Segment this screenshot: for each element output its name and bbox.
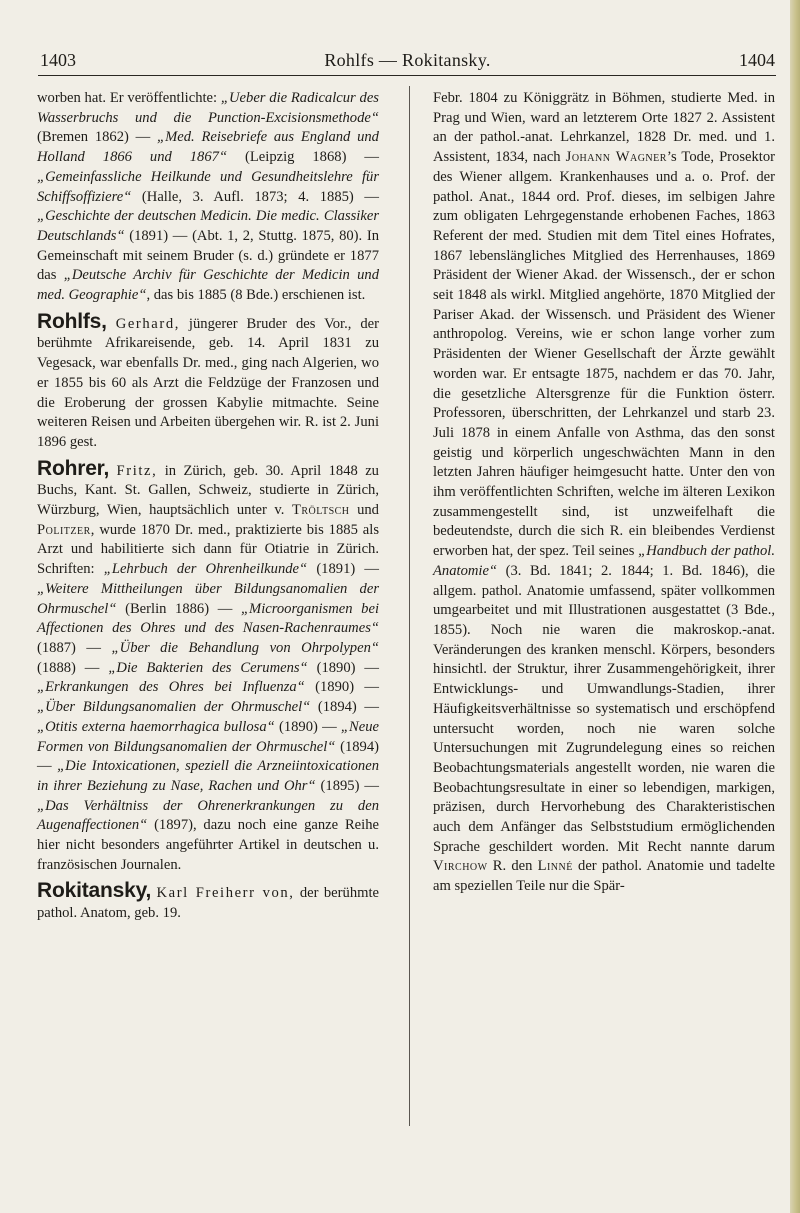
entry-rokitansky: Rokitansky, Karl Freiherr von, der berühmte pathol. Anatom, geb. 19. <box>37 879 379 922</box>
running-title: Rohlfs — Rokitansky. <box>324 50 491 70</box>
page-number-right: 1404 <box>739 50 775 70</box>
forename-rokitansky: Karl Freiherr von, <box>156 885 295 902</box>
entry-rohlfs: Rohlfs, Gerhard, jüngerer Bruder des Vor., der berühmte Afrikareisende, geb. 14. April 1831 zu Vegesack, war ebenfalls Dr. med., ging nach Algerien, wo er 1855 bis 60 als Arzt die Feldzüge der Franzosen und die Eroberung der grossen Kabylie mitmachte. Seine weiteren Reisen und Arbeiten übergehen wir. R. ist 2. Juni 1896 gest. <box>37 309 379 450</box>
page-number-left: 1403 <box>40 50 76 70</box>
running-header <box>40 50 775 76</box>
header-rule <box>38 75 776 76</box>
forename-rohlfs: Gerhard, <box>115 315 180 332</box>
right-column <box>433 89 775 897</box>
headword-rokitansky: Rokitansky, <box>37 879 152 903</box>
headword-rohrer: Rohrer, <box>37 456 110 480</box>
left-column <box>37 89 379 924</box>
entry-rokitansky-continued: Febr. 1804 zu Königgrätz in Böhmen, studierte Med. in Prag und Wien, ward an letzterem Orte 1827 2. Assistent an der pathol.-anat. Lehrkanzel, 1828 Dr. med. und 1. Assistent, 1834, nach Johann Wagner’s Tode, Prosektor des Wiener allgem. Krankenhauses und a. o. Prof. der pathol. Anat., 1844 ord. Prof. dieses, im selbigen Jahre zum obligaten Lehrgegenstande erhobenen Faches, 1863 Referent der med. Studien mit dem Titel eines Hofrates, 1867 lebenslängliches Mitglied des Herrenhauses, 1869 Präsident der Wiener Akad. der Wissensch., der er schon seit 1848 als wirkl. Mitglied angehörte, 1870 Mitglied der Pariser Akad. der Wissensch. und Präsident des Wiener anthropolog. Vereins, wie er schon lange vorher zum Präsidenten der Wiener Gesellschaft der Ärzte gewählt worden war. Er entsagte 1875, nachdem er das 70. Jahr, die gesetzliche Altersgrenze für die Funktion österr. Professoren, überschritten, der Lehrkanzel und starb 23. Juli 1878 in einem Anfalle von Asthma, das den sonst geistig und körperlich ungeschwächten Mann in den letzten Jahren häufiger heimgesucht hatte. Unter den von ihm veröffentlichten Schriften, welche im älteren Lexikon zusammengestellt sind, ist unzweifelhaft die bedeutendste, durch die sich R. ein bleibendes Verdienst erworben hat, der spez. Teil seines „Handbuch der pathol. Anatomie“ (3. Bd. 1841; 2. 1844; 1. Bd. 1846), die allgem. pathol. Anatomie umfassend, später vollkommen umgearbeitet und mit Illustrationen ausgestattet (3 Bde., 1855). Noch nie waren die makroskop.-anat. Veränderungen des kranken menschl. Körpers, besonders hinsichtl. der Struktur, ihrer Zusammengehörigkeit, ihrer Entwicklungs- und Umwandlungs-Stadien, ihrer Häufigkeitsverhältnisse so systematisch und erschöpfend untersucht worden, noch nie waren solche Untersuchungen mit Zugrundelegung eines so reichen Beobachtungsmaterials angestellt worden, nie waren die Beobachtungsresultate in einer so lebendigen, markigen, präzisen, durch Hervorhebung des Charakteristischen auch dem Anfänger das Selbststudium ermöglichenden Sprache geschildert worden. Mit Recht nannte darum Virchow R. den Linné der pathol. Anatomie und tadelte am speziellen Teile nur die Spär- <box>433 90 776 895</box>
entry-rohrer: Rohrer, Fritz, in Zürich, geb. 30. April 1848 zu Buchs, Kant. St. Gallen, Schweiz, studierte in Zürich, Würzburg, Wien, hauptsächlich unter v. Tröltsch und Politzer, wurde 1870 Dr. med., praktizierte bis 1885 als Arzt und habilitierte sich dann für Otiatrie in Zürich. Schriften: „Lehrbuch der Ohrenheilkunde“ (1891) — „Weitere Mittheilungen über Bildungsanomalien der Ohrmuschel“ (Berlin 1886) — „Microorganismen bei Affectionen des Ohres und des Nasen-Rachenraumes“ (1887) — „Über die Behandlung von Ohrpolypen“ (1888) — „Die Bakterien des Cerumens“ (1890) — „Erkrankungen des Ohres bei Influenza“ (1890) — „Über Bildungsanomalien der Ohrmuschel“ (1894) — „Otitis externa haemorrhagica bullosa“ (1890) — „Neue Formen von Bildungsanomalien der Ohrmuschel“ (1894) — „Die Intoxicationen, speziell die Arzneiintoxicationen in ihrer Beziehung zu Nase, Rachen und Ohr“ (1895) — „Das Verhältniss der Ohrenerkrankungen zu den Augenaffectionen“ (1897), dazu noch eine ganze Reihe hier nicht besonders angeführter Artikel in deutschen u. französischen Journalen. <box>37 456 380 873</box>
headword-rohlfs: Rohlfs, <box>37 309 107 333</box>
column-divider <box>409 86 410 1126</box>
page-edge <box>790 0 800 1213</box>
entry-continuation: worben hat. Er veröffentlichte: „Ueber die Radicalcur des Wasserbruchs und die Punction-Excisionsmethode“ (Bremen 1862) — „Med. Reisebriefe aus England und Holland 1866 und 1867“ (Leipzig 1868) — „Gemeinfassliche Heilkunde und Gesundheitslehre für Schiffsoffiziere“ (Halle, 3. Aufl. 1873; 4. 1885) — „Geschichte der deutschen Medicin. Die medic. Classiker Deutschlands“ (1891) — (Abt. 1, 2, Stuttg. 1875, 80). In Gemeinschaft mit seinem Bruder (s. d.) gründete er 1877 das „Deutsche Archiv für Geschichte der Medicin und med. Geographie“, das bis 1885 (8 Bde.) erschienen ist. <box>37 90 380 304</box>
forename-rohrer: Fritz, <box>116 462 158 479</box>
